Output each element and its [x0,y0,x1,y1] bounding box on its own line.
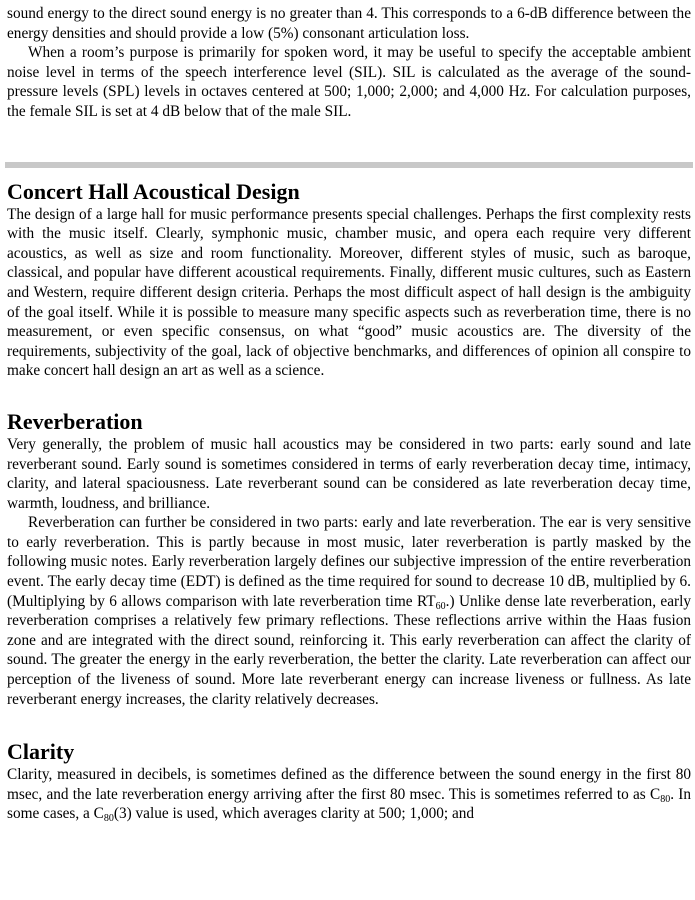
reverberation-paragraph-1: Very generally, the problem of music hall acoustics may be considered in two parts: early sound and late reverberant sound. Early sound is sometimes considered in terms of early reverberation decay time, intimacy, clarity, and lateral spaciousness. Late reverberant sound can be considered as late reverberation decay time, warmth, loudness, and brilliance. [7,435,691,512]
heading-concert-hall: Concert Hall Acoustical Design [7,178,300,204]
c80-subscript: 80 [660,793,671,805]
heading-clarity: Clarity [7,739,75,765]
clarity-text-a: Clarity, measured in decibels, is sometimes defined as the difference between the sound energy in the first 80 msec, and the late reverberation energy arriving after the first 80 msec. This is sometimes referred to as C [7,766,691,803]
reverberation-text-a: Reverberation can further be considered in two parts: early and late reverberation. The ear is very sensitive to early reverberation. This is partly because in most music, later reverberation is partly masked by the following music notes. Early reverberation largely defines our subjective impression of the entire reverberation event. The early decay time (EDT) is defined as the time required for sound to decrease 10 dB, multiplied by 6. (Multiplying by 6 allows comparison with late reverberation time RT [7,514,691,610]
reverberation-text-b: .) Unlike dense late reverberation, early reverberation comprises a relatively few primary reflections. These reflections arrive within the Haas fusion zone and are integrated with the direct sound, reinforcing it. This early reverberation can affect the clarity of sound. The greater the energy in the early reverberation, the better the clarity. Late reverberation can affect our perception of the liveness of sound. More late reverberant energy can increase liveness or fullness. As late reverberant energy increases, the clarity relatively decreases. [7,592,691,708]
concert-paragraph-1: The design of a large hall for music performance presents special challenges. Perhaps the first complexity rests with the music itself. Clearly, symphonic music, chamber music, and opera each require very different acoustics, as well as size and room functionality. Moreover, different styles of music, such as baroque, classical, and popular have different acoustical requirements. Finally, different music cultures, such as Eastern and Western, require different design criteria. Perhaps the most difficult aspect of hall design is the ambiguity of the goal itself. While it is possible to measure many specific aspects such as reverberation time, there is no measurement, or even specific consensus, on what “good” music acoustics are. The diversity of the requirements, subjectivity of the goal, lack of objective benchmarks, and differences of opinion all conspire to make concert hall design an art as well as a science. [7,205,691,380]
heading-reverberation: Reverberation [7,408,143,434]
clarity-text-b: . In some cases, a C [7,785,691,823]
rt-subscript: 60 [435,600,446,612]
document-page [7,0,691,824]
clarity-text-c: (3) value is used, which averages clarity at 500; 1,000; and [113,805,475,823]
reverberation-paragraph-2 [7,513,691,709]
c80-subscript-2: 80 [103,813,114,825]
intro-paragraph-1: sound energy to the direct sound energy is no greater than 4. This corresponds to a 6-dB difference between the energy densities and should provide a low (5%) consonant articulation loss. [7,5,691,42]
clarity-paragraph-1 [7,765,691,824]
section-divider [5,162,693,168]
intro-paragraph-2: When a room’s purpose is primarily for spoken word, it may be useful to specify the acceptable ambient noise level in terms of the speech interference level (SIL). SIL is calculated as the average of the sound-pressure levels (SPL) levels in octaves centered at 500; 1,000; 2,000; and 4,000 Hz. For calculation purposes, the female SIL is set at 4 dB below that of the male SIL. [7,44,691,120]
